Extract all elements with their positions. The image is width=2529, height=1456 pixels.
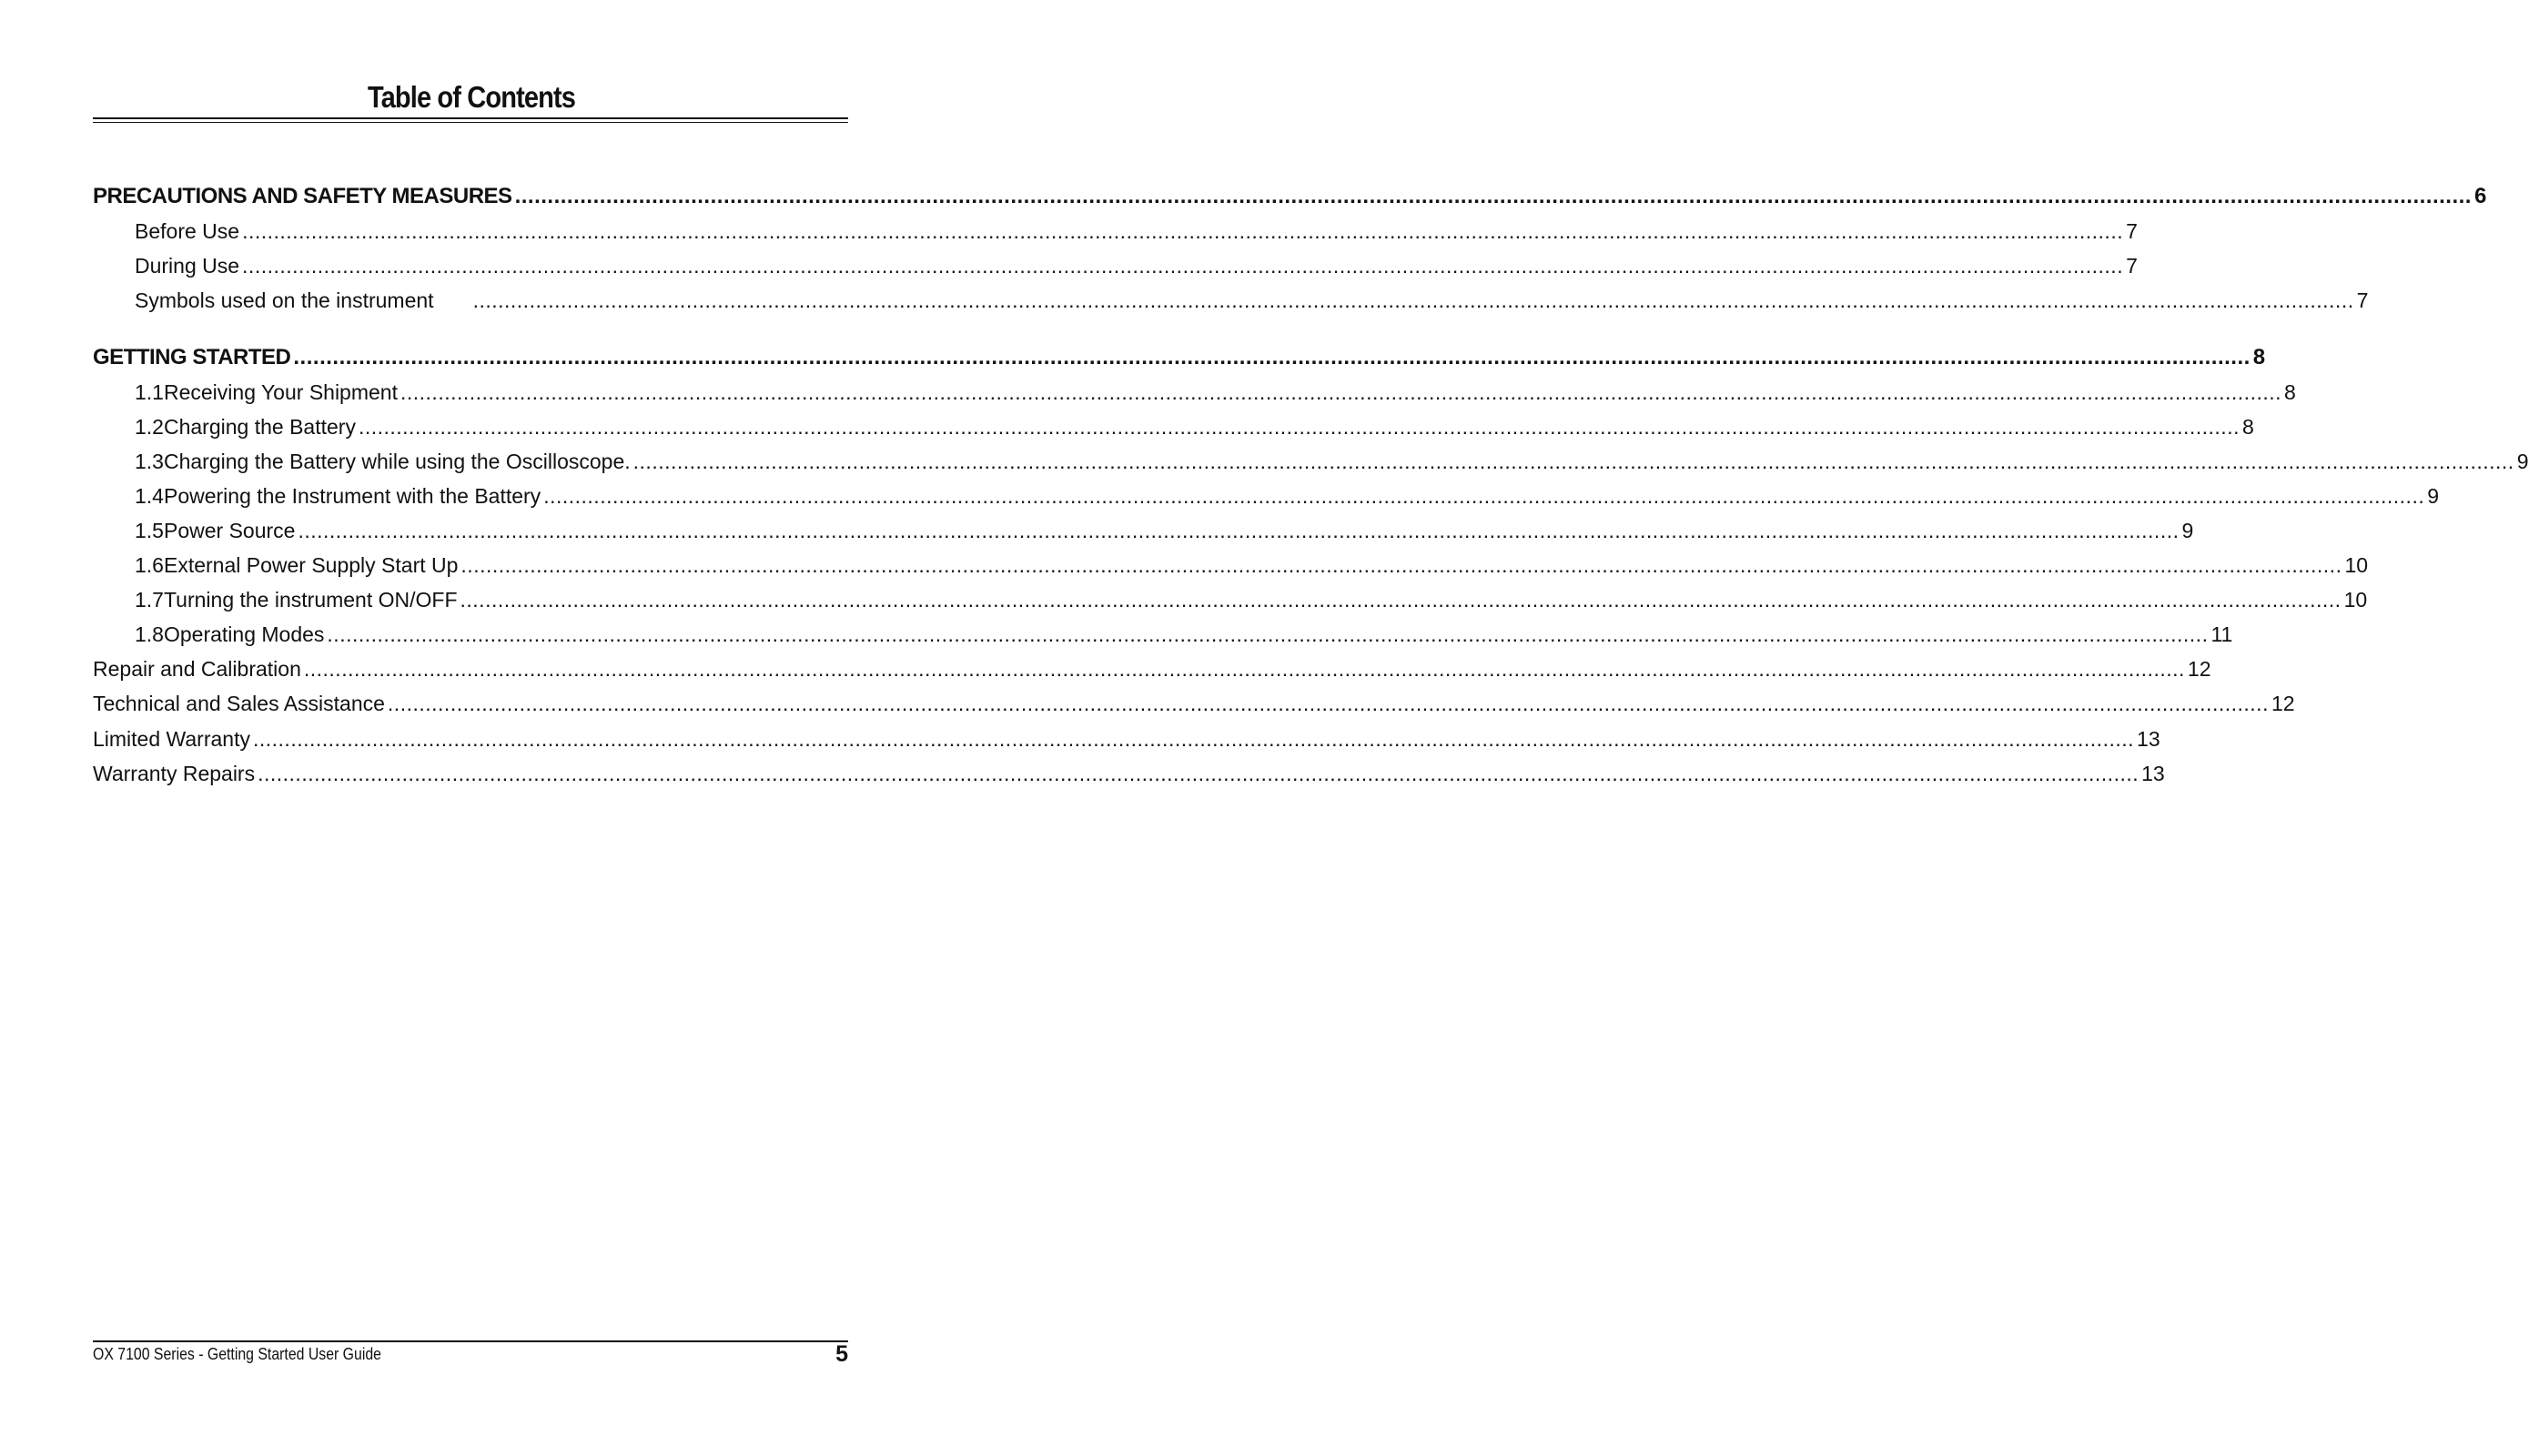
toc-entry-technical-sales[interactable]: [93, 692, 2295, 721]
dot-leader: ............................................................................................................................................................................................................................................................................................................: [472, 288, 2354, 312]
toc-entry-label: Operating Modes: [163, 622, 325, 646]
toc-entry-label: Technical and Sales Assistance: [93, 692, 385, 715]
toc-entry-number: 1.7: [135, 588, 164, 612]
toc-entry-number: 1.3: [135, 450, 164, 473]
toc-page-number: 8: [2241, 415, 2254, 439]
toc-entry-label: Charging the Battery: [163, 415, 356, 439]
footer-rule: [93, 1340, 848, 1342]
toc-page-number: 10: [2344, 553, 2369, 577]
dot-leader: ............................................................................................................................................................................................................................................................................................................: [460, 553, 2342, 577]
toc-entry-label: External Power Supply Start Up: [163, 553, 459, 577]
toc-entry-number: 1.8: [135, 622, 164, 646]
toc-entry-label: Before Use: [135, 219, 240, 243]
toc-entry-warranty-repairs[interactable]: [93, 762, 2165, 791]
toc-entry-label: Symbols used on the instrument: [135, 288, 434, 312]
toc-section-getting-started[interactable]: [93, 345, 2265, 374]
toc-entry-label: Repair and Calibration: [93, 657, 301, 681]
footer-page-number: 5: [835, 1341, 848, 1367]
toc-page-number: 7: [2126, 254, 2138, 278]
toc-entry-label: During Use: [135, 254, 240, 278]
dot-leader: ............................................................................................................................................................................................................................................................................................................: [303, 657, 2185, 681]
toc-entry-label: Limited Warranty: [93, 727, 250, 751]
toc-entry-label: Turning the instrument ON/OFF: [163, 588, 458, 612]
toc-entry-number: 1.1: [135, 380, 164, 404]
toc-entry-before-use[interactable]: [135, 219, 2138, 248]
title-rule-thin: [93, 122, 848, 123]
dot-leader: ............................................................................................................................................................................................................................................................................................................: [293, 345, 2251, 369]
dot-leader: ............................................................................................................................................................................................................................................................................................................: [387, 692, 2269, 715]
footer-title: OX 7100 Series - Getting Started User Guide: [93, 1345, 381, 1363]
toc-page-number: 9: [2427, 484, 2440, 508]
toc-entry-during-use[interactable]: [135, 254, 2138, 283]
dot-leader: ............................................................................................................................................................................................................................................................................................................: [242, 219, 2124, 243]
toc-section-precautions[interactable]: [93, 184, 2486, 213]
toc-page-number: 8: [2284, 380, 2296, 404]
dot-leader: ............................................................................................................................................................................................................................................................................................................: [460, 588, 2342, 612]
toc-page-number: 12: [2187, 657, 2211, 681]
toc-entry-label: Warranty Repairs: [93, 762, 256, 785]
toc-page-number: 13: [2137, 727, 2160, 751]
toc-entry-label: Powering the Instrument with the Battery: [163, 484, 541, 508]
toc-entry-symbols[interactable]: [135, 288, 2369, 318]
toc-page-number: 11: [2210, 622, 2233, 646]
dot-leader: ............................................................................................................................................................................................................................................................................................................: [298, 519, 2180, 542]
toc-entry-label: Receiving Your Shipment: [163, 380, 398, 404]
toc-page-number: 7: [2126, 219, 2138, 243]
toc-page-number: 12: [2271, 692, 2295, 715]
toc-entry-1-1[interactable]: [135, 380, 2296, 410]
toc-entry-label: Power Source: [163, 519, 296, 542]
dot-leader: ............................................................................................................................................................................................................................................................................................................: [258, 762, 2140, 785]
toc-entry-number: 1.5: [135, 519, 164, 542]
title-rule-thick: [93, 117, 848, 119]
dot-leader: ............................................................................................................................................................................................................................................................................................................: [543, 484, 2425, 508]
dot-leader: ............................................................................................................................................................................................................................................................................................................: [252, 727, 2135, 751]
toc-entry-1-5[interactable]: [135, 519, 2194, 548]
toc-entry-1-2[interactable]: [135, 415, 2254, 444]
toc-entry-number: 1.6: [135, 553, 164, 577]
toc-entry-limited-warranty[interactable]: [93, 727, 2160, 756]
toc-page-number: 9: [2181, 519, 2194, 542]
toc-page-number: 8: [2252, 345, 2265, 369]
dot-leader: ............................................................................................................................................................................................................................................................................................................: [327, 622, 2209, 646]
page-title: Table of Contents: [367, 80, 576, 114]
toc-entry-repair-calibration[interactable]: [93, 657, 2211, 686]
toc-page-number: 10: [2343, 588, 2368, 612]
toc-entry-1-4[interactable]: [135, 484, 2440, 513]
toc-entry-1-7[interactable]: [135, 588, 2368, 617]
toc-entry-number: 1.4: [135, 484, 164, 508]
toc-entry-number: 1.2: [135, 415, 164, 439]
dot-leader: ............................................................................................................................................................................................................................................................................................................: [632, 450, 2514, 473]
dot-leader: ............................................................................................................................................................................................................................................................................................................: [514, 184, 2472, 208]
toc-entry-label: Charging the Battery while using the Oscilloscope.: [163, 450, 631, 473]
toc-page-number: 7: [2356, 288, 2369, 312]
toc-section-label: PRECAUTIONS AND SAFETY MEASURES: [93, 184, 512, 208]
toc-page-number: 9: [2516, 450, 2529, 473]
toc-entry-1-3[interactable]: [135, 450, 2529, 479]
dot-leader: ............................................................................................................................................................................................................................................................................................................: [242, 254, 2124, 278]
toc-entry-1-6[interactable]: [135, 553, 2369, 582]
toc-page-number: 6: [2473, 184, 2486, 208]
dot-leader: ............................................................................................................................................................................................................................................................................................................: [358, 415, 2240, 439]
toc-section-label: GETTING STARTED: [93, 345, 291, 369]
dot-leader: ............................................................................................................................................................................................................................................................................................................: [400, 380, 2282, 404]
toc-entry-1-8[interactable]: [135, 622, 2233, 652]
toc-page-number: 13: [2141, 762, 2165, 785]
